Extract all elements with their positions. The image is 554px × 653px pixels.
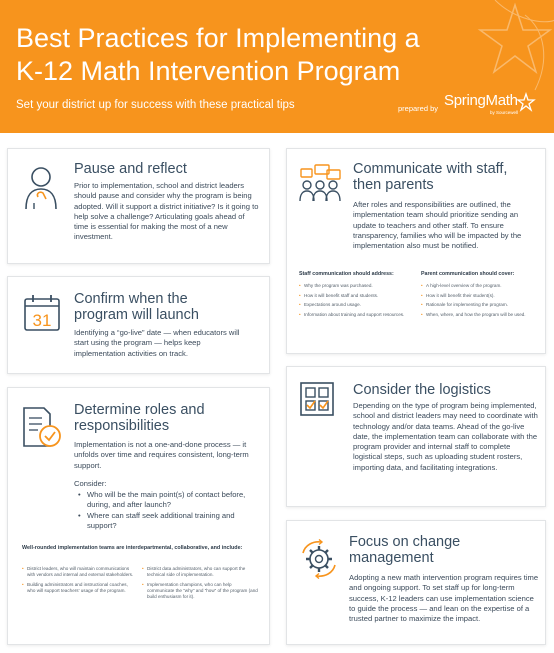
team-list-right bbox=[142, 566, 260, 604]
card-title-line-2: then parents bbox=[353, 177, 434, 193]
page-subtitle: Set your district up for success with these practical tips bbox=[16, 99, 295, 111]
list-item: • Information about training and support resources. bbox=[299, 312, 411, 318]
thinking-person-icon bbox=[22, 163, 60, 211]
card-title bbox=[74, 402, 264, 434]
list-item: • How it will benefit staff and students. bbox=[299, 293, 411, 299]
card-determine-roles bbox=[7, 387, 270, 645]
card-body: Prior to implementation, school and district leaders should pause and consider why the program is being adopted. Will it support a district initiative? Is it going to help solve a challenge? Articulating goals ahead of time is essential for making the most of a new investment. bbox=[74, 181, 259, 242]
card-body: Adopting a new math intervention program requires time and ongoing support. To set staff up for long-term success, K-12 leaders can use implementation science to guide the process — and lean on the expertise of a trusted partner to maximize the impact. bbox=[349, 573, 539, 624]
list-item: • Rationale for implementing the program. bbox=[421, 302, 539, 308]
card-title-line-1: Determine roles and bbox=[74, 402, 205, 418]
list-item: • Why the program was purchased. bbox=[299, 283, 411, 289]
list-item: • Expectations around usage. bbox=[299, 302, 411, 308]
card-communicate bbox=[286, 148, 546, 354]
staff-list bbox=[299, 283, 411, 321]
card-title-line-1: Communicate with staff, bbox=[353, 161, 508, 177]
card-title bbox=[349, 534, 539, 566]
list-item: • When, where, and how the program will be used. bbox=[421, 312, 539, 318]
card-title: Consider the logistics bbox=[353, 382, 491, 398]
card-pause-and-reflect bbox=[7, 148, 270, 264]
calendar-day: 31 bbox=[32, 311, 52, 330]
list-item: • Implementation champions, who can help communicate the “why” and “how” of the program (and build enthusiasm for it). bbox=[142, 582, 260, 601]
prepared-by-label: prepared by bbox=[398, 104, 439, 113]
communication-group-icon bbox=[297, 163, 343, 203]
card-body: Identifying a “go-live” date — when educators will start using the program — helps keep implementation activities on track. bbox=[74, 328, 240, 358]
page-title-line-1: Best Practices for Implementing a bbox=[16, 23, 420, 53]
springmath-logo-sub: by Sourcewell bbox=[490, 110, 519, 115]
card-title-line-2: program will launch bbox=[74, 307, 199, 323]
list-item: • Building administrators and instructional coaches, who will support teachers' usage of the program. bbox=[22, 582, 134, 594]
card-title-line-1: Confirm when the bbox=[74, 291, 188, 307]
consider-list bbox=[78, 490, 258, 531]
document-check-icon bbox=[20, 406, 64, 450]
list-item: • District data administrators, who can support the technical side of implementation. bbox=[142, 566, 260, 578]
card-body: After roles and responsibilities are outlined, the implementation team should prioritize sending an update to teachers and other staff. To ensure transparency, families who will be impacted by the implementation also must be notified. bbox=[353, 200, 522, 251]
springmath-logo: SpringMath bbox=[444, 92, 518, 109]
staff-heading: Staff communication should address: bbox=[299, 271, 394, 277]
calendar-icon bbox=[22, 293, 62, 333]
parent-list bbox=[421, 283, 539, 321]
parent-heading: Parent communication should cover: bbox=[421, 271, 515, 277]
checklist-grid-icon bbox=[299, 381, 335, 417]
list-item: • Where can staff seek additional training and support? bbox=[78, 511, 258, 532]
gear-arrows-icon bbox=[299, 539, 339, 579]
consider-label: Consider: bbox=[74, 479, 107, 488]
list-item: • How it will benefit their student(s). bbox=[421, 293, 539, 299]
team-list-left bbox=[22, 566, 134, 598]
springmath-star-icon bbox=[515, 92, 537, 114]
card-title-line-2: responsibilities bbox=[74, 418, 170, 434]
list-item: • District leaders, who will maintain communications with vendors and internal and external stakeholders. bbox=[22, 566, 134, 578]
card-title bbox=[353, 161, 543, 193]
card-title-line-2: management bbox=[349, 550, 434, 566]
card-confirm-launch bbox=[7, 276, 270, 374]
list-item: • Who will be the main point(s) of contact before, during, and after launch? bbox=[78, 490, 258, 511]
page-title bbox=[16, 22, 526, 88]
card-change-management bbox=[286, 520, 546, 645]
card-title: Pause and reflect bbox=[74, 161, 187, 177]
card-title bbox=[74, 291, 264, 323]
page-title-line-2: K-12 Math Intervention Program bbox=[16, 56, 401, 86]
header-banner bbox=[0, 0, 554, 133]
team-note: Well-rounded implementation teams are interdepartmental, collaborative, and include: bbox=[22, 545, 243, 551]
card-body: Depending on the type of program being implemented, school and district leaders may need to coordinate with technology and/or data teams. Ahead of the go-live date, the implementation team can collaborate with the program provider and internal staff to complete logistical steps, such as uploading student rosters, importing data, and facilitating integrations. bbox=[353, 401, 538, 472]
card-title-line-1: Focus on change bbox=[349, 534, 461, 550]
card-body: Implementation is not a one-and-done process — it unfolds over time and requires consistent, long-term support. bbox=[74, 440, 249, 470]
list-item: • A high-level overview of the program. bbox=[421, 283, 539, 289]
card-logistics bbox=[286, 366, 546, 507]
